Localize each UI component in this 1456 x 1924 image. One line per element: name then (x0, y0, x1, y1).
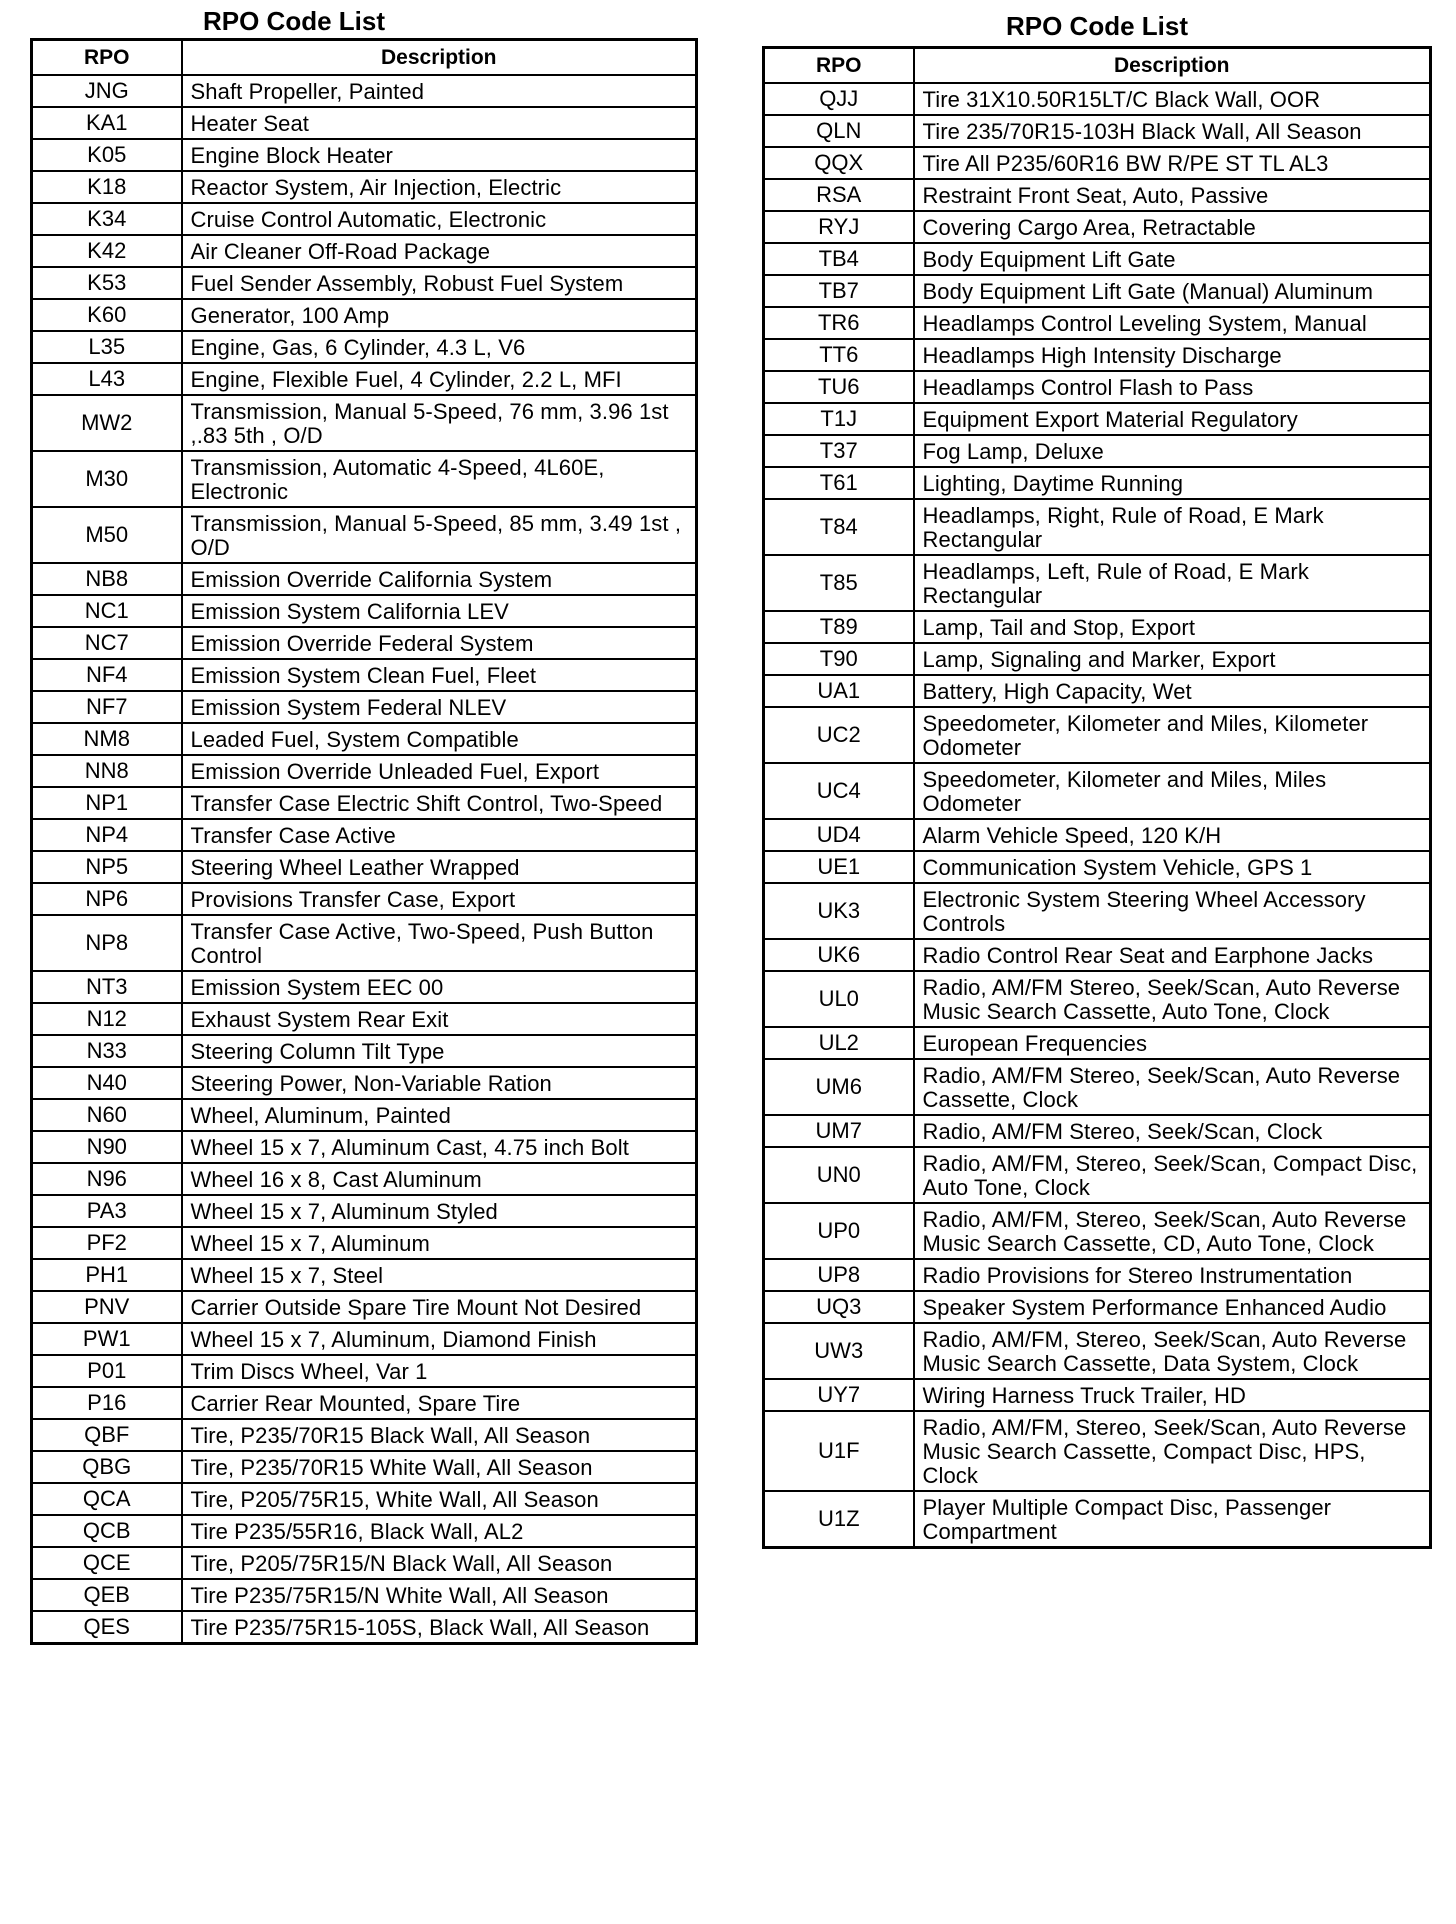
description-cell: Shaft Propeller, Painted (182, 75, 697, 107)
rpo-code-cell: T90 (764, 643, 914, 675)
description-cell: Battery, High Capacity, Wet (914, 675, 1431, 707)
right-header-row (764, 48, 1431, 84)
rpo-code-cell: T84 (764, 499, 914, 555)
table-row (32, 971, 697, 1003)
description-cell: Fog Lamp, Deluxe (914, 435, 1431, 467)
rpo-code-cell: TT6 (764, 339, 914, 371)
description-cell: European Frequencies (914, 1027, 1431, 1059)
description-cell: Exhaust System Rear Exit (182, 1003, 697, 1035)
description-cell: Steering Column Tilt Type (182, 1035, 697, 1067)
description-cell: Wheel 15 x 7, Aluminum Styled (182, 1195, 697, 1227)
table-row (764, 1115, 1431, 1147)
table-row (764, 1379, 1431, 1411)
table-row (32, 1515, 697, 1547)
table-row (32, 1387, 697, 1419)
table-row (32, 627, 697, 659)
description-cell: Transmission, Manual 5-Speed, 76 mm, 3.96 1st ,.83 5th , O/D (182, 395, 697, 451)
description-cell: Electronic System Steering Wheel Accessory Controls (914, 883, 1431, 939)
table-row (764, 339, 1431, 371)
description-cell: Engine, Flexible Fuel, 4 Cylinder, 2.2 L, MFI (182, 363, 697, 395)
description-cell: Tire P235/75R15-105S, Black Wall, All Season (182, 1611, 697, 1644)
rpo-code-cell: QQX (764, 147, 914, 179)
description-cell: Speedometer, Kilometer and Miles, Miles Odometer (914, 763, 1431, 819)
description-cell: Wiring Harness Truck Trailer, HD (914, 1379, 1431, 1411)
description-cell: Radio, AM/FM Stereo, Seek/Scan, Auto Reverse Cassette, Clock (914, 1059, 1431, 1115)
rpo-code-cell: PW1 (32, 1323, 182, 1355)
description-cell: Tire, P235/70R15 Black Wall, All Season (182, 1419, 697, 1451)
table-row (32, 915, 697, 971)
rpo-code-cell: UK3 (764, 883, 914, 939)
description-cell: Transfer Case Electric Shift Control, Two-Speed (182, 787, 697, 819)
description-cell: Radio, AM/FM, Stereo, Seek/Scan, Auto Reverse Music Search Cassette, Data System, Clock (914, 1323, 1431, 1379)
description-cell: Generator, 100 Amp (182, 299, 697, 331)
rpo-code-cell: UA1 (764, 675, 914, 707)
description-cell: Engine Block Heater (182, 139, 697, 171)
rpo-code-cell: PF2 (32, 1227, 182, 1259)
description-cell: Wheel 15 x 7, Aluminum Cast, 4.75 inch Bolt (182, 1131, 697, 1163)
rpo-code-cell: RSA (764, 179, 914, 211)
description-cell: Wheel 16 x 8, Cast Aluminum (182, 1163, 697, 1195)
rpo-code-cell: QJJ (764, 83, 914, 115)
description-cell: Provisions Transfer Case, Export (182, 883, 697, 915)
table-row (32, 1419, 697, 1451)
left-rpo-panel (30, 0, 698, 1645)
rpo-code-cell: NF7 (32, 691, 182, 723)
rpo-code-cell: QCA (32, 1483, 182, 1515)
description-cell: Tire P235/55R16, Black Wall, AL2 (182, 1515, 697, 1547)
table-row (32, 691, 697, 723)
table-row (764, 179, 1431, 211)
description-cell: Tire P235/75R15/N White Wall, All Season (182, 1579, 697, 1611)
description-cell: Lighting, Daytime Running (914, 467, 1431, 499)
description-cell: Wheel 15 x 7, Aluminum (182, 1227, 697, 1259)
rpo-code-cell: N96 (32, 1163, 182, 1195)
description-cell: Restraint Front Seat, Auto, Passive (914, 179, 1431, 211)
description-cell: Wheel 15 x 7, Steel (182, 1259, 697, 1291)
rpo-code-cell: QBF (32, 1419, 182, 1451)
description-cell: Transfer Case Active (182, 819, 697, 851)
rpo-code-cell: UP0 (764, 1203, 914, 1259)
description-cell: Carrier Outside Spare Tire Mount Not Desired (182, 1291, 697, 1323)
table-row (764, 1203, 1431, 1259)
table-row (32, 1131, 697, 1163)
description-cell: Emission Override California System (182, 563, 697, 595)
rpo-code-cell: QES (32, 1611, 182, 1644)
table-row (32, 1579, 697, 1611)
table-row (32, 1611, 697, 1644)
rpo-code-cell: UE1 (764, 851, 914, 883)
table-row (764, 467, 1431, 499)
description-cell: Reactor System, Air Injection, Electric (182, 171, 697, 203)
table-row (764, 147, 1431, 179)
rpo-code-cell: K60 (32, 299, 182, 331)
description-cell: Emission Override Unleaded Fuel, Export (182, 755, 697, 787)
table-row (32, 659, 697, 691)
table-row (764, 1027, 1431, 1059)
rpo-code-cell: UL2 (764, 1027, 914, 1059)
table-row (32, 723, 697, 755)
rpo-code-cell: M30 (32, 451, 182, 507)
description-cell: Headlamps High Intensity Discharge (914, 339, 1431, 371)
rpo-code-cell: T61 (764, 467, 914, 499)
rpo-code-cell: UP8 (764, 1259, 914, 1291)
table-row (32, 507, 697, 563)
description-cell: Radio Control Rear Seat and Earphone Jacks (914, 939, 1431, 971)
rpo-code-cell: NT3 (32, 971, 182, 1003)
rpo-code-cell: TR6 (764, 307, 914, 339)
description-cell: Fuel Sender Assembly, Robust Fuel System (182, 267, 697, 299)
right-rpo-panel (762, 0, 1432, 1549)
rpo-column-header: RPO (32, 40, 182, 76)
rpo-code-cell: NP4 (32, 819, 182, 851)
rpo-code-cell: NC7 (32, 627, 182, 659)
description-cell: Headlamps Control Leveling System, Manual (914, 307, 1431, 339)
table-row (32, 1227, 697, 1259)
description-cell: Body Equipment Lift Gate (914, 243, 1431, 275)
rpo-code-cell: N33 (32, 1035, 182, 1067)
left-table-body (32, 75, 697, 1644)
description-cell: Speedometer, Kilometer and Miles, Kilometer Odometer (914, 707, 1431, 763)
rpo-code-cell: UL0 (764, 971, 914, 1027)
description-cell: Emission Override Federal System (182, 627, 697, 659)
left-header-row (32, 40, 697, 76)
rpo-code-cell: KA1 (32, 107, 182, 139)
rpo-code-cell: PNV (32, 1291, 182, 1323)
rpo-code-cell: NN8 (32, 755, 182, 787)
table-row (32, 331, 697, 363)
right-rpo-table (762, 46, 1432, 1549)
rpo-code-cell: K34 (32, 203, 182, 235)
rpo-code-cell: QBG (32, 1451, 182, 1483)
table-row (764, 371, 1431, 403)
description-cell: Air Cleaner Off-Road Package (182, 235, 697, 267)
rpo-code-cell: NB8 (32, 563, 182, 595)
rpo-code-cell: L35 (32, 331, 182, 363)
description-cell: Radio, AM/FM, Stereo, Seek/Scan, Auto Reverse Music Search Cassette, CD, Auto Tone, Clock (914, 1203, 1431, 1259)
rpo-code-cell: U1F (764, 1411, 914, 1491)
left-title: RPO Code List (202, 6, 385, 36)
rpo-code-cell: T1J (764, 403, 914, 435)
rpo-code-cell: QLN (764, 115, 914, 147)
description-cell: Carrier Rear Mounted, Spare Tire (182, 1387, 697, 1419)
rpo-code-cell: PA3 (32, 1195, 182, 1227)
rpo-code-cell: T89 (764, 611, 914, 643)
description-cell: Emission System EEC 00 (182, 971, 697, 1003)
table-row (32, 1355, 697, 1387)
table-row (764, 499, 1431, 555)
description-column-header: Description (182, 40, 697, 76)
table-row (32, 1163, 697, 1195)
description-cell: Engine, Gas, 6 Cylinder, 4.3 L, V6 (182, 331, 697, 363)
rpo-code-cell: UW3 (764, 1323, 914, 1379)
table-row (764, 1059, 1431, 1115)
description-cell: Headlamps Control Flash to Pass (914, 371, 1431, 403)
table-row (764, 883, 1431, 939)
table-row (32, 1323, 697, 1355)
rpo-code-cell: UM7 (764, 1115, 914, 1147)
rpo-code-cell: TB7 (764, 275, 914, 307)
rpo-code-cell: M50 (32, 507, 182, 563)
table-row (32, 1099, 697, 1131)
rpo-code-cell: N40 (32, 1067, 182, 1099)
table-row (764, 1259, 1431, 1291)
description-cell: Lamp, Signaling and Marker, Export (914, 643, 1431, 675)
description-cell: Transfer Case Active, Two-Speed, Push Button Control (182, 915, 697, 971)
table-row (32, 1291, 697, 1323)
table-row (32, 563, 697, 595)
rpo-code-cell: MW2 (32, 395, 182, 451)
table-row (32, 755, 697, 787)
description-cell: Emission System Federal NLEV (182, 691, 697, 723)
table-row (32, 395, 697, 451)
table-row (764, 763, 1431, 819)
description-cell: Tire 31X10.50R15LT/C Black Wall, OOR (914, 83, 1431, 115)
table-row (764, 1323, 1431, 1379)
description-cell: Headlamps, Left, Rule of Road, E Mark Rectangular (914, 555, 1431, 611)
table-row (764, 555, 1431, 611)
description-cell: Tire All P235/60R16 BW R/PE ST TL AL3 (914, 147, 1431, 179)
right-table-body (764, 83, 1431, 1548)
right-title: RPO Code List (1005, 11, 1188, 41)
description-column-header: Description (914, 48, 1431, 84)
table-row (764, 939, 1431, 971)
rpo-code-cell: NP5 (32, 851, 182, 883)
table-row (764, 1411, 1431, 1491)
description-cell: Radio, AM/FM Stereo, Seek/Scan, Auto Reverse Music Search Cassette, Auto Tone, Clock (914, 971, 1431, 1027)
rpo-code-cell: P16 (32, 1387, 182, 1419)
description-cell: Equipment Export Material Regulatory (914, 403, 1431, 435)
rpo-code-cell: N60 (32, 1099, 182, 1131)
rpo-code-cell: QCE (32, 1547, 182, 1579)
description-cell: Radio, AM/FM Stereo, Seek/Scan, Clock (914, 1115, 1431, 1147)
table-row (32, 883, 697, 915)
description-cell: Transmission, Manual 5-Speed, 85 mm, 3.49 1st , O/D (182, 507, 697, 563)
table-row (32, 203, 697, 235)
description-cell: Transmission, Automatic 4-Speed, 4L60E, Electronic (182, 451, 697, 507)
rpo-code-cell: QCB (32, 1515, 182, 1547)
description-cell: Radio Provisions for Stereo Instrumentation (914, 1259, 1431, 1291)
rpo-code-cell: P01 (32, 1355, 182, 1387)
description-cell: Emission System Clean Fuel, Fleet (182, 659, 697, 691)
description-cell: Leaded Fuel, System Compatible (182, 723, 697, 755)
description-cell: Tire, P205/75R15/N Black Wall, All Season (182, 1547, 697, 1579)
description-cell: Heater Seat (182, 107, 697, 139)
description-cell: Player Multiple Compact Disc, Passenger Compartment (914, 1491, 1431, 1548)
rpo-code-cell: UN0 (764, 1147, 914, 1203)
table-row (764, 83, 1431, 115)
table-row (32, 1547, 697, 1579)
table-row (764, 1147, 1431, 1203)
description-cell: Tire, P235/70R15 White Wall, All Season (182, 1451, 697, 1483)
description-cell: Speaker System Performance Enhanced Audio (914, 1291, 1431, 1323)
description-cell: Alarm Vehicle Speed, 120 K/H (914, 819, 1431, 851)
rpo-code-cell: T37 (764, 435, 914, 467)
description-cell: Wheel, Aluminum, Painted (182, 1099, 697, 1131)
rpo-code-cell: UC4 (764, 763, 914, 819)
description-cell: Cruise Control Automatic, Electronic (182, 203, 697, 235)
table-row (764, 307, 1431, 339)
table-row (764, 435, 1431, 467)
table-row (32, 75, 697, 107)
rpo-code-cell: N90 (32, 1131, 182, 1163)
rpo-code-cell: NF4 (32, 659, 182, 691)
table-row (32, 1483, 697, 1515)
table-row (32, 1003, 697, 1035)
rpo-code-cell: RYJ (764, 211, 914, 243)
description-cell: Wheel 15 x 7, Aluminum, Diamond Finish (182, 1323, 697, 1355)
rpo-code-cell: T85 (764, 555, 914, 611)
table-row (32, 139, 697, 171)
rpo-code-cell: K53 (32, 267, 182, 299)
table-row (32, 267, 697, 299)
description-cell: Lamp, Tail and Stop, Export (914, 611, 1431, 643)
table-row (32, 1451, 697, 1483)
table-row (32, 107, 697, 139)
description-cell: Emission System California LEV (182, 595, 697, 627)
rpo-code-cell: N12 (32, 1003, 182, 1035)
description-cell: Headlamps, Right, Rule of Road, E Mark Rectangular (914, 499, 1431, 555)
description-cell: Radio, AM/FM, Stereo, Seek/Scan, Compact Disc, Auto Tone, Clock (914, 1147, 1431, 1203)
rpo-code-cell: NM8 (32, 723, 182, 755)
table-row (32, 1195, 697, 1227)
table-row (32, 1067, 697, 1099)
table-row (32, 1035, 697, 1067)
description-cell: Steering Power, Non-Variable Ration (182, 1067, 697, 1099)
table-row (764, 611, 1431, 643)
table-row (32, 235, 697, 267)
rpo-code-cell: K42 (32, 235, 182, 267)
rpo-code-cell: QEB (32, 1579, 182, 1611)
table-row (32, 787, 697, 819)
description-cell: Tire 235/70R15-103H Black Wall, All Season (914, 115, 1431, 147)
table-row (764, 243, 1431, 275)
rpo-code-cell: JNG (32, 75, 182, 107)
table-row (32, 595, 697, 627)
rpo-code-cell: K18 (32, 171, 182, 203)
rpo-code-cell: UY7 (764, 1379, 914, 1411)
table-row (764, 707, 1431, 763)
description-cell: Covering Cargo Area, Retractable (914, 211, 1431, 243)
description-cell: Steering Wheel Leather Wrapped (182, 851, 697, 883)
table-row (32, 1259, 697, 1291)
table-row (32, 171, 697, 203)
description-cell: Communication System Vehicle, GPS 1 (914, 851, 1431, 883)
rpo-code-cell: K05 (32, 139, 182, 171)
description-cell: Tire, P205/75R15, White Wall, All Season (182, 1483, 697, 1515)
table-row (32, 451, 697, 507)
table-row (32, 363, 697, 395)
rpo-code-cell: U1Z (764, 1491, 914, 1548)
table-row (764, 211, 1431, 243)
rpo-column-header: RPO (764, 48, 914, 84)
table-row (764, 851, 1431, 883)
table-row (764, 675, 1431, 707)
rpo-code-cell: L43 (32, 363, 182, 395)
rpo-code-cell: UQ3 (764, 1291, 914, 1323)
table-row (764, 275, 1431, 307)
rpo-code-cell: NP6 (32, 883, 182, 915)
table-row (32, 819, 697, 851)
description-cell: Radio, AM/FM, Stereo, Seek/Scan, Auto Reverse Music Search Cassette, Compact Disc, HPS, Clock (914, 1411, 1431, 1491)
table-row (32, 851, 697, 883)
description-cell: Trim Discs Wheel, Var 1 (182, 1355, 697, 1387)
rpo-code-cell: UD4 (764, 819, 914, 851)
rpo-code-cell: NP8 (32, 915, 182, 971)
left-rpo-table (30, 38, 698, 1645)
rpo-code-cell: PH1 (32, 1259, 182, 1291)
rpo-code-cell: UC2 (764, 707, 914, 763)
rpo-code-cell: TB4 (764, 243, 914, 275)
table-row (764, 971, 1431, 1027)
rpo-code-cell: TU6 (764, 371, 914, 403)
table-row (764, 819, 1431, 851)
rpo-code-cell: UM6 (764, 1059, 914, 1115)
description-cell: Body Equipment Lift Gate (Manual) Aluminum (914, 275, 1431, 307)
rpo-code-cell: NP1 (32, 787, 182, 819)
rpo-code-cell: NC1 (32, 595, 182, 627)
table-row (764, 115, 1431, 147)
table-row (32, 299, 697, 331)
table-row (764, 1491, 1431, 1548)
table-row (764, 1291, 1431, 1323)
rpo-code-cell: UK6 (764, 939, 914, 971)
table-row (764, 643, 1431, 675)
table-row (764, 403, 1431, 435)
